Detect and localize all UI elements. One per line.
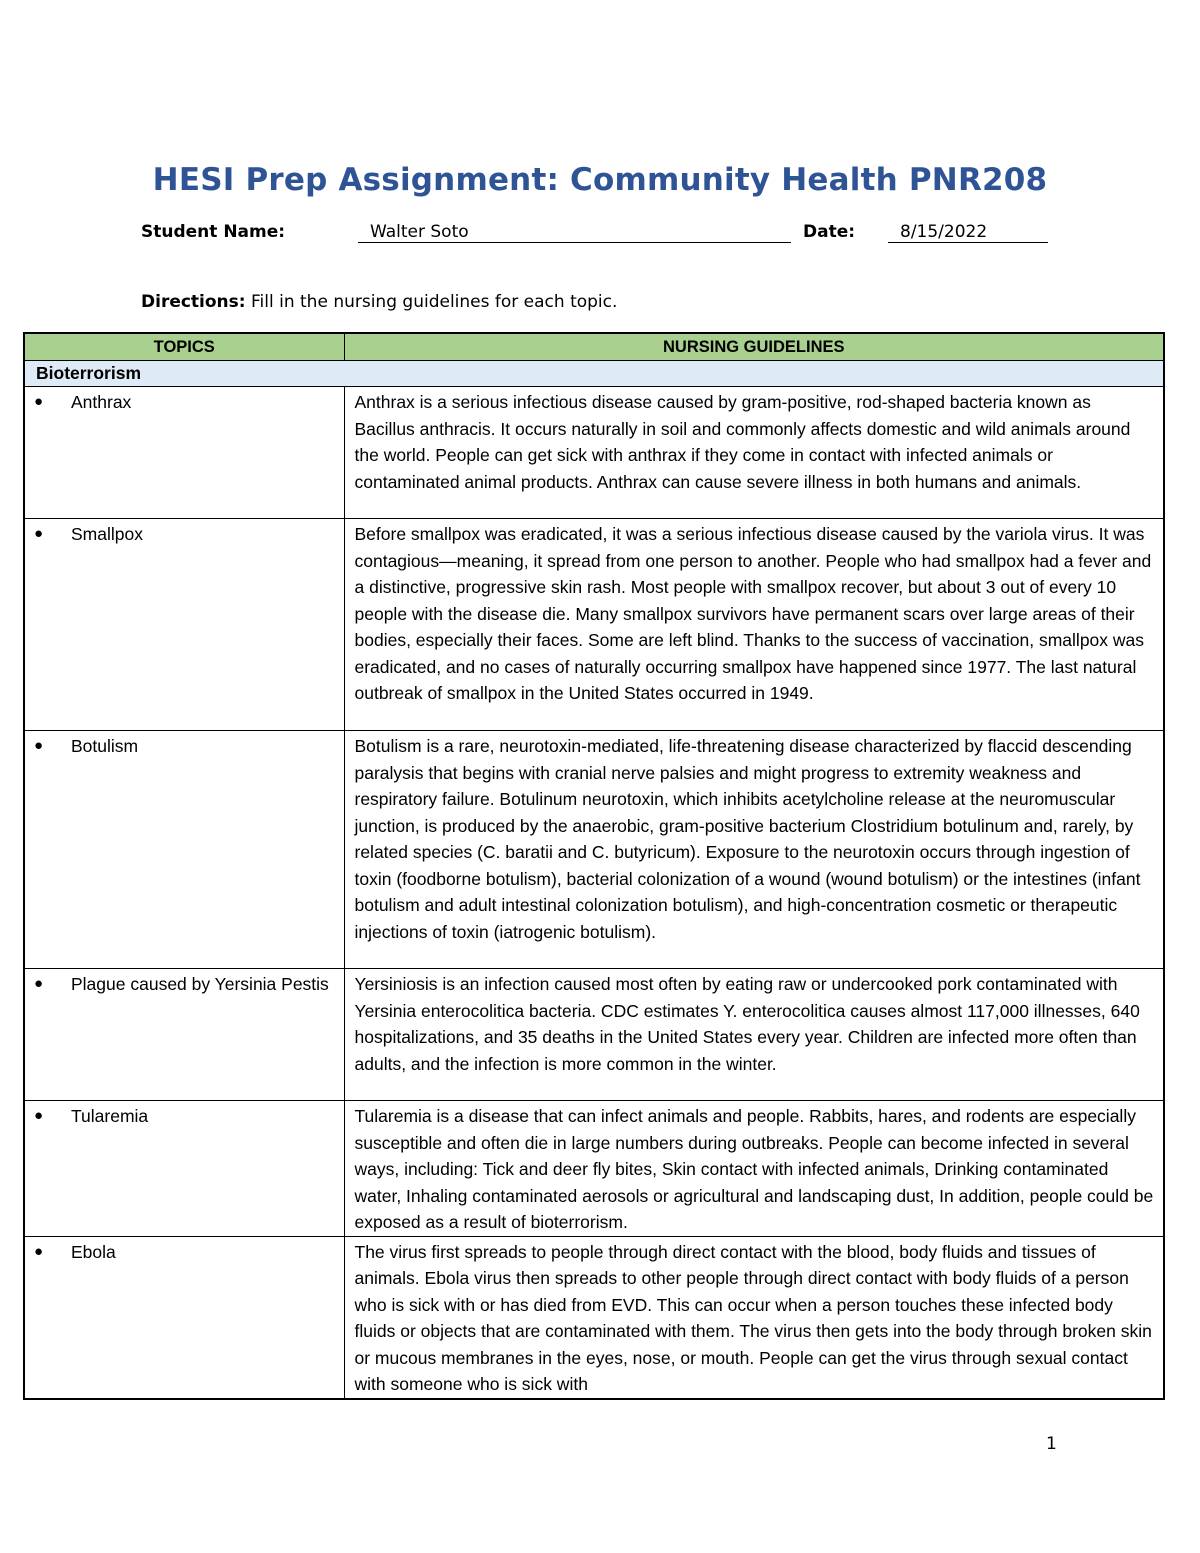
topic-label: Ebola bbox=[71, 1241, 116, 1262]
student-name-field[interactable]: Walter Soto bbox=[358, 222, 791, 243]
section-title: Bioterrorism bbox=[24, 361, 1164, 387]
date-field[interactable]: 8/15/2022 bbox=[888, 222, 1048, 243]
topic-label: Botulism bbox=[71, 736, 139, 756]
bullet-icon: ● bbox=[34, 525, 44, 542]
section-row-bioterrorism bbox=[24, 361, 1164, 387]
topic-label: Tularemia bbox=[71, 1106, 149, 1126]
topic-cell bbox=[24, 969, 344, 1101]
topic-cell bbox=[24, 1101, 344, 1237]
table-row bbox=[24, 387, 1164, 519]
bullet-icon: ● bbox=[34, 1107, 44, 1124]
directions bbox=[141, 292, 617, 312]
nursing-guidelines-table bbox=[23, 332, 1165, 1400]
topic-cell bbox=[24, 1236, 344, 1399]
table-row bbox=[24, 519, 1164, 731]
student-info-row bbox=[0, 222, 1200, 248]
document-title: HESI Prep Assignment: Community Health PNR208 bbox=[152, 162, 1048, 198]
guideline-cell[interactable]: Tularemia is a disease that can infect animals and people. Rabbits, hares, and rodents are especially susceptible and often die in large numbers during outbreaks. People can become infected in several ways, including: Tick and deer fly bites, Skin contact with infected animals, Drinking contaminated water, Inhaling contaminated aerosols or agricultural and landscaping dust, In addition, people could be exposed as a result of bioterrorism. bbox=[344, 1101, 1164, 1237]
bullet-icon: ● bbox=[34, 393, 44, 410]
topic-cell bbox=[24, 731, 344, 969]
directions-label: Directions: bbox=[141, 292, 246, 312]
topic-label: Smallpox bbox=[71, 524, 143, 544]
date-label: Date: bbox=[803, 222, 856, 242]
topic-label: Anthrax bbox=[71, 392, 132, 412]
table-row bbox=[24, 731, 1164, 969]
bullet-icon: ● bbox=[34, 975, 44, 992]
page-number: 1 bbox=[1046, 1434, 1057, 1454]
header-nursing-guidelines: NURSING GUIDELINES bbox=[344, 333, 1164, 361]
table-row bbox=[24, 1101, 1164, 1237]
table-row bbox=[24, 969, 1164, 1101]
guideline-cell[interactable]: The virus first spreads to people through direct contact with the blood, body fluids and tissues of animals. Ebola virus then spreads to other people through direct contact with body fluids of a person who is sick with or has died from EVD. This can occur when a person touches these infected body fluids or objects that are contaminated with them. The virus then gets into the body through broken skin or mucous membranes in the eyes, nose, or mouth. People can get the virus through sexual contact with someone who is sick with bbox=[344, 1236, 1164, 1399]
topic-cell bbox=[24, 519, 344, 731]
guideline-cell[interactable]: Botulism is a rare, neurotoxin-mediated, life-threatening disease characterized by flaccid descending paralysis that begins with cranial nerve palsies and might progress to extremity weakness and respiratory failure. Botulinum neurotoxin, which inhibits acetylcholine release at the neuromuscular junction, is produced by the anaerobic, gram-positive bacterium Clostridium botulinum and, rarely, by related species (C. baratii and C. butyricum). Exposure to the neurotoxin occurs through ingestion of toxin (foodborne botulism), bacterial colonization of a wound (wound botulism) or the intestines (infant botulism and adult intestinal colonization botulism), and high-concentration cosmetic or therapeutic injections of toxin (iatrogenic botulism). bbox=[344, 731, 1164, 969]
guideline-cell[interactable]: Yersiniosis is an infection caused most often by eating raw or undercooked pork contaminated with Yersinia enterocolitica bacteria. CDC estimates Y. enterocolitica causes almost 117,000 illnesses, 640 hospitalizations, and 35 deaths in the United States every year. Children are infected more often than adults, and the infection is more common in the winter. bbox=[344, 969, 1164, 1101]
topic-cell bbox=[24, 387, 344, 519]
topic-label: Plague caused by Yersinia Pestis bbox=[71, 974, 329, 994]
header-topics: TOPICS bbox=[24, 333, 344, 361]
guideline-cell[interactable]: Before smallpox was eradicated, it was a serious infectious disease caused by the variola virus. It was contagious—meaning, it spread from one person to another. People who had smallpox had a fever and a distinctive, progressive skin rash. Most people with smallpox recover, but about 3 out of every 10 people with the disease die. Many smallpox survivors have permanent scars over large areas of their bodies, especially their faces. Some are left blind. Thanks to the success of vaccination, smallpox was eradicated, and no cases of naturally occurring smallpox have happened since 1977. The last natural outbreak of smallpox in the United States occurred in 1949. bbox=[344, 519, 1164, 731]
table-header-row bbox=[24, 333, 1164, 361]
student-name-label: Student Name: bbox=[141, 222, 286, 242]
guideline-cell[interactable]: Anthrax is a serious infectious disease caused by gram-positive, rod-shaped bacteria known as Bacillus anthracis. It occurs naturally in soil and commonly affects domestic and wild animals around the world. People can get sick with anthrax if they come in contact with infected animals or contaminated animal products. Anthrax can cause severe illness in both humans and animals. bbox=[344, 387, 1164, 519]
bullet-icon: ● bbox=[34, 1242, 44, 1260]
bullet-icon: ● bbox=[34, 737, 44, 754]
directions-text: Fill in the nursing guidelines for each topic. bbox=[245, 292, 618, 312]
table-row bbox=[24, 1236, 1164, 1399]
